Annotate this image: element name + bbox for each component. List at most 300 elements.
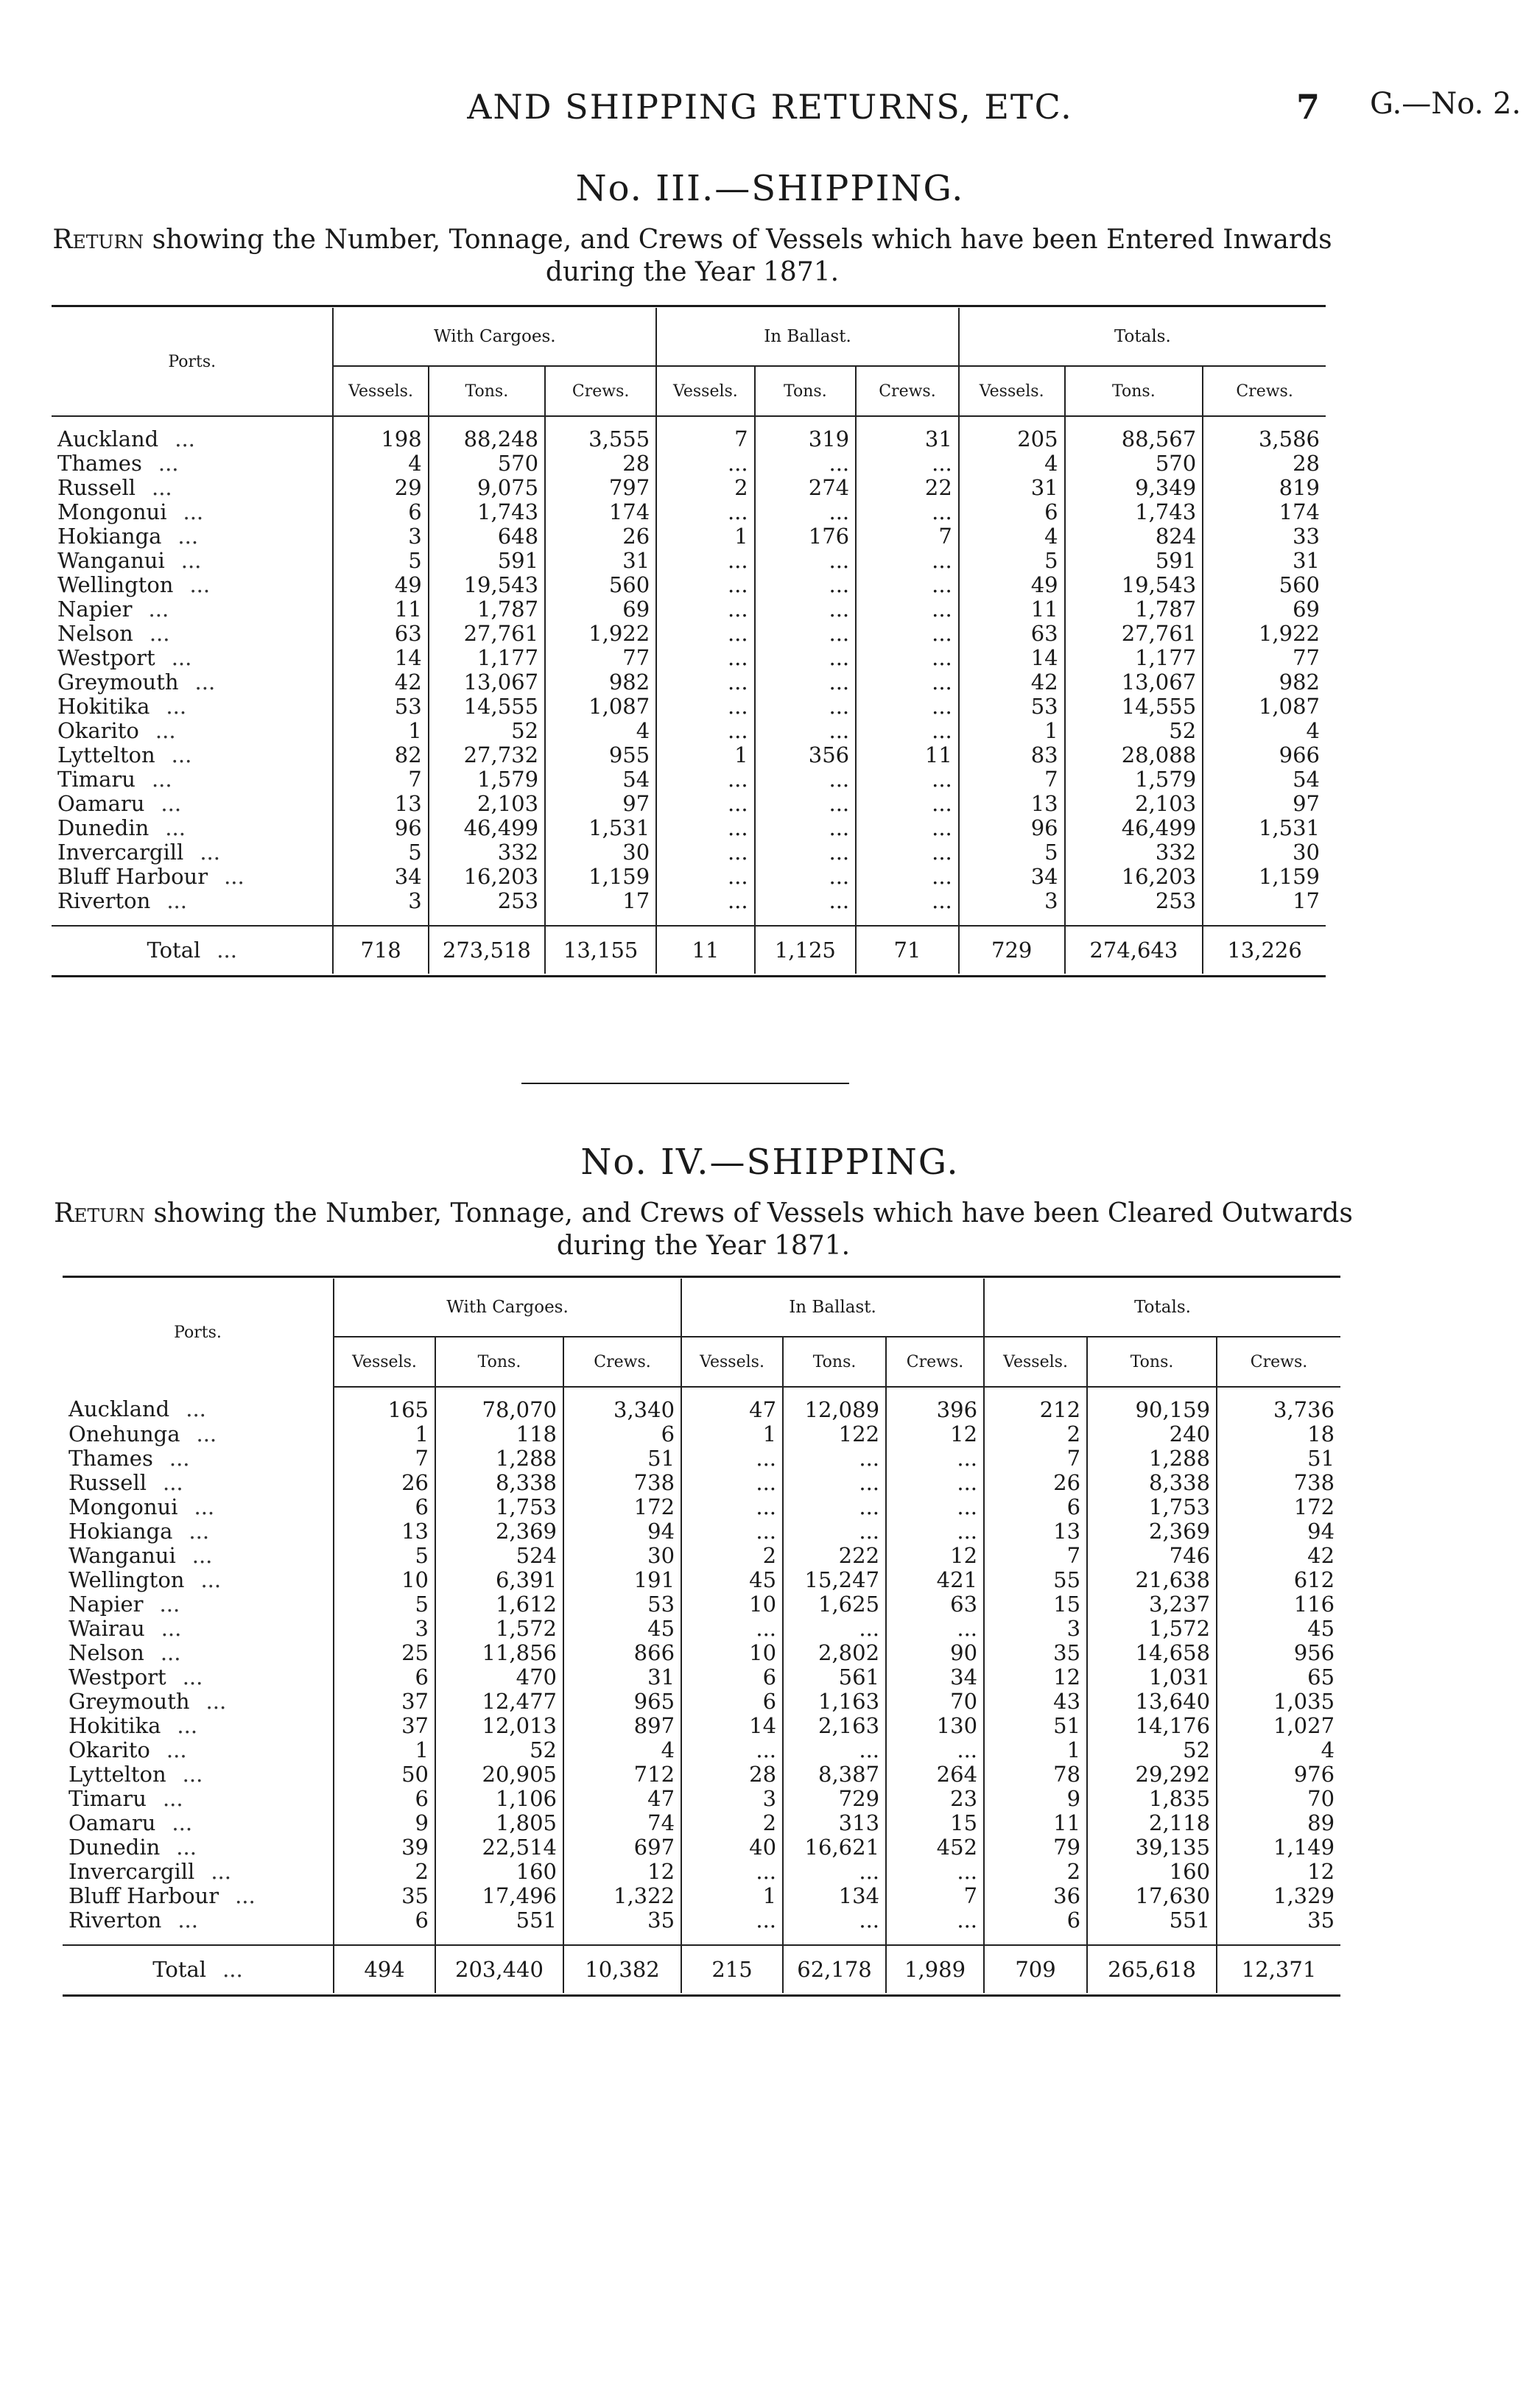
port-cell [52, 416, 333, 451]
leader-dots: ... [186, 1396, 206, 1421]
total-tons-cell: 1,572 [1087, 1617, 1217, 1641]
total-vessels-cell: 7 [984, 1544, 1087, 1568]
total-crews-cell: 35 [1217, 1908, 1340, 1945]
ballast-crews-cell: 34 [886, 1665, 984, 1690]
cargo-tons-cell: 1,612 [435, 1592, 563, 1617]
total-vessels-cell: 205 [959, 416, 1065, 451]
leader-dots: ... [152, 475, 172, 500]
table-row [52, 549, 1326, 573]
leader-dots: ... [217, 937, 237, 963]
cargo-vessels-cell: 6 [333, 500, 428, 524]
leader-dots: ... [160, 1640, 181, 1665]
table4-col-tons: Tons. [1087, 1337, 1217, 1387]
ballast-vessels-cell: 2 [681, 1811, 783, 1835]
ballast-tons-cell: ... [783, 1519, 886, 1544]
port-name: Mongonui [57, 499, 167, 524]
document-id: G.—No. 2. [1370, 87, 1522, 121]
table3-col-crews: Crews. [1203, 366, 1326, 416]
port-name: Auckland [68, 1396, 170, 1421]
port-cell [63, 1568, 334, 1592]
total-tons-cell: 21,638 [1087, 1568, 1217, 1592]
cargo-crews-cell: 45 [563, 1617, 681, 1641]
total-crews-cell: 1,531 [1203, 816, 1326, 840]
cargo-tons-cell: 2,103 [429, 792, 545, 816]
cargo-vessels-cell: 1 [334, 1738, 435, 1762]
total-tons-cell: 274,643 [1065, 926, 1203, 974]
total-crews-cell: 3,736 [1217, 1387, 1340, 1422]
total-tons-cell: 551 [1087, 1908, 1217, 1945]
port-name: Hokianga [68, 1519, 173, 1544]
ballast-crews-cell: ... [886, 1617, 984, 1641]
table-row [52, 476, 1326, 500]
ballast-crews-cell: ... [886, 1519, 984, 1544]
port-cell [52, 451, 333, 476]
cargo-tons-cell: 78,070 [435, 1387, 563, 1422]
table3-caption-line1: showing the Number, Tonnage, and Crews of Vessels which have been Entered Inwards [152, 225, 1332, 255]
ballast-crews-cell: 22 [856, 476, 959, 500]
table-row [63, 1387, 1340, 1422]
table-row [63, 1811, 1340, 1835]
total-crews-cell: 4 [1217, 1738, 1340, 1762]
port-name: Thames [68, 1446, 153, 1471]
ballast-crews-cell: ... [856, 597, 959, 622]
ballast-crews-cell: 70 [886, 1690, 984, 1714]
port-cell [63, 1908, 334, 1945]
ballast-tons-cell: ... [783, 1446, 886, 1471]
cargo-crews-cell: 94 [563, 1519, 681, 1544]
ballast-tons-cell: ... [755, 767, 857, 792]
total-crews-cell: 28 [1203, 451, 1326, 476]
table3-group-totals: Totals. [959, 308, 1326, 366]
total-vessels-cell: 4 [959, 524, 1065, 549]
port-name: Dunedin [68, 1835, 161, 1860]
cargo-vessels-cell: 2 [334, 1860, 435, 1884]
total-crews-cell: 33 [1203, 524, 1326, 549]
cargo-vessels-cell: 11 [333, 597, 428, 622]
ballast-vessels-cell: 28 [681, 1762, 783, 1787]
total-tons-cell: 29,292 [1087, 1762, 1217, 1787]
ballast-crews-cell: ... [856, 816, 959, 840]
port-name: Greymouth [57, 669, 179, 695]
cargo-vessels-cell: 39 [334, 1835, 435, 1860]
port-cell [52, 695, 333, 719]
leader-dots: ... [166, 694, 187, 719]
cargo-crews-cell: 17 [545, 889, 656, 926]
table4-col-crews: Crews. [886, 1337, 984, 1387]
cargo-crews-cell: 31 [545, 549, 656, 573]
ballast-tons-cell: 122 [783, 1422, 886, 1446]
cargo-crews-cell: 47 [563, 1787, 681, 1811]
cargo-crews-cell: 3,340 [563, 1387, 681, 1422]
total-vessels-cell: 63 [959, 622, 1065, 646]
port-name: Thames [57, 451, 142, 476]
cargo-vessels-cell: 6 [334, 1908, 435, 1945]
total-vessels-cell: 51 [984, 1714, 1087, 1738]
table-row [63, 1665, 1340, 1690]
port-name: Invercargill [57, 840, 184, 865]
cargo-crews-cell: 4 [563, 1738, 681, 1762]
ballast-crews-cell: 421 [886, 1568, 984, 1592]
port-name: Invercargill [68, 1859, 195, 1884]
table3-group-in-ballast: In Ballast. [656, 308, 959, 366]
total-vessels-cell: 49 [959, 573, 1065, 597]
ballast-tons-cell: ... [755, 719, 857, 743]
total-crews-cell: 31 [1203, 549, 1326, 573]
ballast-crews-cell: ... [856, 549, 959, 573]
total-crews-cell: 94 [1217, 1519, 1340, 1544]
cargo-vessels-cell: 6 [334, 1665, 435, 1690]
cargo-crews-cell: 6 [563, 1422, 681, 1446]
cargo-tons-cell: 11,856 [435, 1641, 563, 1665]
ballast-crews-cell: 7 [856, 524, 959, 549]
port-name: Hokitika [57, 694, 150, 719]
total-tons-cell: 591 [1065, 549, 1203, 573]
leader-dots: ... [155, 718, 176, 743]
total-crews-cell: 12 [1217, 1860, 1340, 1884]
total-crews-cell: 1,027 [1217, 1714, 1340, 1738]
port-cell [63, 1811, 334, 1835]
table4-col-tons: Tons. [783, 1337, 886, 1387]
total-vessels-cell: 11 [984, 1811, 1087, 1835]
cargo-vessels-cell: 5 [334, 1592, 435, 1617]
table-row [52, 695, 1326, 719]
ballast-crews-cell: 396 [886, 1387, 984, 1422]
port-cell [63, 1884, 334, 1908]
total-crews-cell: 65 [1217, 1665, 1340, 1690]
table-row [63, 1495, 1340, 1519]
ballast-tons-cell: 134 [783, 1884, 886, 1908]
ballast-tons-cell: ... [783, 1617, 886, 1641]
ballast-tons-cell: 2,802 [783, 1641, 886, 1665]
ballast-vessels-cell: 7 [656, 416, 754, 451]
cargo-tons-cell: 570 [429, 451, 545, 476]
leader-dots: ... [189, 572, 211, 597]
table4 [63, 1279, 1340, 1993]
total-crews-cell: 966 [1203, 743, 1326, 767]
cargo-vessels-cell: 50 [334, 1762, 435, 1787]
ballast-tons-cell: 1,125 [755, 926, 857, 974]
ballast-tons-cell: 319 [755, 416, 857, 451]
cargo-tons-cell: 470 [435, 1665, 563, 1690]
ballast-crews-cell: 31 [856, 416, 959, 451]
ballast-vessels-cell: ... [681, 1860, 783, 1884]
total-tons-cell: 1,177 [1065, 646, 1203, 670]
total-tons-cell: 1,835 [1087, 1787, 1217, 1811]
ballast-vessels-cell: 1 [656, 743, 754, 767]
total-vessels-cell: 2 [984, 1860, 1087, 1884]
cargo-crews-cell: 10,382 [563, 1945, 681, 1993]
cargo-vessels-cell: 165 [334, 1387, 435, 1422]
port-cell [52, 719, 333, 743]
cargo-crews-cell: 54 [545, 767, 656, 792]
port-cell [52, 476, 333, 500]
table-row [52, 646, 1326, 670]
total-vessels-cell: 13 [959, 792, 1065, 816]
cargo-tons-cell: 19,543 [429, 573, 545, 597]
table-row [63, 1835, 1340, 1860]
cargo-vessels-cell: 3 [334, 1617, 435, 1641]
port-name: Okarito [68, 1737, 150, 1762]
port-name: Oamaru [57, 791, 145, 816]
section-divider [521, 1083, 849, 1084]
table-row [63, 1641, 1340, 1665]
ballast-crews-cell: ... [856, 889, 959, 926]
table-row [63, 1422, 1340, 1446]
table4-caption-line1: showing the Number, Tonnage, and Crews of Vessels which have been Cleared Outwards [153, 1198, 1353, 1228]
cargo-tons-cell: 253 [429, 889, 545, 926]
cargo-vessels-cell: 96 [333, 816, 428, 840]
cargo-tons-cell: 1,805 [435, 1811, 563, 1835]
cargo-tons-cell: 27,761 [429, 622, 545, 646]
total-vessels-cell: 3 [959, 889, 1065, 926]
port-name: Bluff Harbour [68, 1883, 219, 1908]
total-crews-cell: 97 [1203, 792, 1326, 816]
port-name: Hokitika [68, 1713, 161, 1738]
ballast-crews-cell: 130 [886, 1714, 984, 1738]
port-cell [52, 767, 333, 792]
table-row [52, 816, 1326, 840]
cargo-vessels-cell: 63 [333, 622, 428, 646]
total-tons-cell: 2,369 [1087, 1519, 1217, 1544]
cargo-vessels-cell: 3 [333, 889, 428, 926]
table-row [63, 1690, 1340, 1714]
total-vessels-cell: 1 [959, 719, 1065, 743]
ballast-vessels-cell: 1 [681, 1422, 783, 1446]
cargo-crews-cell: 1,531 [545, 816, 656, 840]
table-row [52, 597, 1326, 622]
port-name: Wairau [68, 1616, 145, 1641]
ballast-tons-cell: 222 [783, 1544, 886, 1568]
ballast-crews-cell: ... [856, 767, 959, 792]
total-tons-cell: 332 [1065, 840, 1203, 865]
cargo-crews-cell: 712 [563, 1762, 681, 1787]
total-tons-cell: 14,555 [1065, 695, 1203, 719]
port-name: Napier [57, 597, 133, 622]
table-row [52, 840, 1326, 865]
port-cell [63, 1738, 334, 1762]
cargo-crews-cell: 77 [545, 646, 656, 670]
total-crews-cell: 69 [1203, 597, 1326, 622]
ballast-vessels-cell: ... [656, 816, 754, 840]
table4-top-rule [63, 1276, 1340, 1278]
cargo-tons-cell: 27,732 [429, 743, 545, 767]
cargo-vessels-cell: 9 [334, 1811, 435, 1835]
cargo-tons-cell: 551 [435, 1908, 563, 1945]
port-name: Wanganui [57, 548, 165, 573]
ballast-crews-cell: ... [886, 1495, 984, 1519]
total-vessels-cell: 42 [959, 670, 1065, 695]
ballast-vessels-cell: ... [656, 451, 754, 476]
cargo-vessels-cell: 4 [333, 451, 428, 476]
total-vessels-cell: 4 [959, 451, 1065, 476]
cargo-crews-cell: 12 [563, 1860, 681, 1884]
table3 [52, 308, 1326, 974]
ballast-vessels-cell: ... [681, 1738, 783, 1762]
cargo-tons-cell: 1,177 [429, 646, 545, 670]
ballast-crews-cell: 12 [886, 1422, 984, 1446]
total-vessels-cell: 9 [984, 1787, 1087, 1811]
total-crews-cell: 54 [1203, 767, 1326, 792]
port-name: Lyttelton [57, 742, 155, 767]
ballast-crews-cell: ... [856, 622, 959, 646]
total-crews-cell: 17 [1203, 889, 1326, 926]
total-crews-cell: 1,087 [1203, 695, 1326, 719]
table3-group-with-cargoes: With Cargoes. [333, 308, 656, 366]
leader-dots: ... [171, 645, 192, 670]
page-number: 7 [1296, 87, 1321, 127]
cargo-vessels-cell: 14 [333, 646, 428, 670]
cargo-crews-cell: 97 [545, 792, 656, 816]
port-cell [63, 1690, 334, 1714]
leader-dots: ... [177, 524, 199, 549]
table3-caption [44, 224, 1340, 289]
cargo-tons-cell: 203,440 [435, 1945, 563, 1993]
total-tons-cell: 265,618 [1087, 1945, 1217, 1993]
total-tons-cell: 824 [1065, 524, 1203, 549]
total-tons-cell: 88,567 [1065, 416, 1203, 451]
port-name: Napier [68, 1592, 144, 1617]
total-crews-cell: 89 [1217, 1811, 1340, 1835]
table-row [52, 416, 1326, 451]
cargo-crews-cell: 738 [563, 1471, 681, 1495]
ballast-tons-cell: ... [755, 597, 857, 622]
table4-group-with-cargoes: With Cargoes. [334, 1279, 681, 1337]
ballast-crews-cell: ... [856, 451, 959, 476]
port-cell [52, 865, 333, 889]
cargo-vessels-cell: 3 [333, 524, 428, 549]
port-name: Mongonui [68, 1494, 178, 1519]
total-vessels-cell: 35 [984, 1641, 1087, 1665]
ballast-tons-cell: ... [755, 816, 857, 840]
total-crews-cell: 819 [1203, 476, 1326, 500]
ballast-vessels-cell: 2 [681, 1544, 783, 1568]
cargo-crews-cell: 797 [545, 476, 656, 500]
cargo-tons-cell: 52 [435, 1738, 563, 1762]
table-row [63, 1787, 1340, 1811]
table3-col-tons: Tons. [429, 366, 545, 416]
cargo-tons-cell: 591 [429, 549, 545, 573]
port-name: Riverton [68, 1908, 162, 1933]
total-tons-cell: 14,176 [1087, 1714, 1217, 1738]
total-crews-cell: 42 [1217, 1544, 1340, 1568]
ballast-crews-cell: ... [886, 1860, 984, 1884]
total-vessels-cell: 26 [984, 1471, 1087, 1495]
total-vessels-cell: 5 [959, 549, 1065, 573]
total-vessels-cell: 43 [984, 1690, 1087, 1714]
cargo-tons-cell: 2,369 [435, 1519, 563, 1544]
ballast-crews-cell: 11 [856, 743, 959, 767]
total-tons-cell: 240 [1087, 1422, 1217, 1446]
total-vessels-cell: 15 [984, 1592, 1087, 1617]
ballast-crews-cell: 452 [886, 1835, 984, 1860]
total-vessels-cell: 14 [959, 646, 1065, 670]
ballast-vessels-cell: ... [656, 646, 754, 670]
ballast-tons-cell: 62,178 [783, 1945, 886, 1993]
ballast-vessels-cell: ... [656, 889, 754, 926]
total-tons-cell: 14,658 [1087, 1641, 1217, 1665]
table-row [63, 1860, 1340, 1884]
cargo-crews-cell: 1,087 [545, 695, 656, 719]
table4-group-totals: Totals. [984, 1279, 1340, 1337]
port-cell [52, 646, 333, 670]
table-row [52, 792, 1326, 816]
leader-dots: ... [162, 1786, 183, 1811]
ballast-vessels-cell: ... [656, 719, 754, 743]
ballast-crews-cell: ... [886, 1738, 984, 1762]
total-crews-cell: 174 [1203, 500, 1326, 524]
table-row [52, 573, 1326, 597]
cargo-tons-cell: 332 [429, 840, 545, 865]
cargo-tons-cell: 1,572 [435, 1617, 563, 1641]
table4-col-tons: Tons. [435, 1337, 563, 1387]
ballast-vessels-cell: ... [656, 670, 754, 695]
ballast-crews-cell: ... [856, 573, 959, 597]
cargo-vessels-cell: 6 [334, 1787, 435, 1811]
ballast-crews-cell: ... [886, 1446, 984, 1471]
ballast-tons-cell: ... [783, 1738, 886, 1762]
cargo-crews-cell: 1,159 [545, 865, 656, 889]
cargo-vessels-cell: 26 [334, 1471, 435, 1495]
ballast-vessels-cell: 6 [681, 1665, 783, 1690]
ballast-tons-cell: ... [755, 792, 857, 816]
ballast-tons-cell: ... [755, 500, 857, 524]
port-name: Wanganui [68, 1543, 176, 1568]
ballast-vessels-cell: 2 [656, 476, 754, 500]
cargo-crews-cell: 28 [545, 451, 656, 476]
table-row [63, 1471, 1340, 1495]
ballast-tons-cell: 2,163 [783, 1714, 886, 1738]
total-vessels-cell: 83 [959, 743, 1065, 767]
ballast-vessels-cell: 1 [656, 524, 754, 549]
table-row [63, 1519, 1340, 1544]
total-tons-cell: 1,031 [1087, 1665, 1217, 1690]
leader-dots: ... [177, 1713, 198, 1738]
ballast-crews-cell: ... [856, 500, 959, 524]
ballast-crews-cell: 12 [886, 1544, 984, 1568]
total-tons-cell: 1,753 [1087, 1495, 1217, 1519]
ballast-crews-cell: ... [856, 646, 959, 670]
leader-dots: ... [151, 767, 172, 792]
port-name: Timaru [57, 767, 136, 792]
leader-dots: ... [189, 1519, 210, 1544]
table-row [63, 1568, 1340, 1592]
table3-col-tons: Tons. [755, 366, 857, 416]
table-row [63, 1908, 1340, 1945]
total-tons-cell: 253 [1065, 889, 1203, 926]
total-crews-cell: 1,035 [1217, 1690, 1340, 1714]
ballast-tons-cell: ... [755, 622, 857, 646]
total-label: Total [152, 1956, 207, 1982]
cargo-tons-cell: 8,338 [435, 1471, 563, 1495]
table-row [52, 767, 1326, 792]
port-name: Bluff Harbour [57, 864, 208, 889]
ballast-crews-cell: 63 [886, 1592, 984, 1617]
port-cell [52, 792, 333, 816]
table3-total-row [52, 926, 1326, 974]
ballast-crews-cell: ... [856, 695, 959, 719]
total-crews-cell: 956 [1217, 1641, 1340, 1665]
ballast-crews-cell: ... [886, 1908, 984, 1945]
cargo-tons-cell: 1,787 [429, 597, 545, 622]
total-vessels-cell: 12 [984, 1665, 1087, 1690]
ballast-crews-cell: ... [856, 840, 959, 865]
cargo-crews-cell: 3,555 [545, 416, 656, 451]
total-tons-cell: 1,288 [1087, 1446, 1217, 1471]
total-vessels-cell: 7 [984, 1446, 1087, 1471]
leader-dots: ... [175, 426, 195, 451]
table-row [52, 719, 1326, 743]
leader-dots: ... [148, 597, 169, 622]
